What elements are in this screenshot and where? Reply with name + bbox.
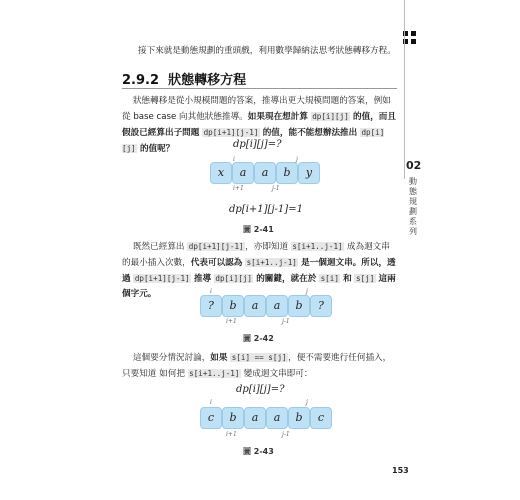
char-cell: ? [200, 295, 222, 317]
char-cell: a [266, 295, 288, 317]
p2-text-h: 和 [343, 274, 352, 284]
char-cell: b [222, 407, 244, 429]
fig1-i-marker: i [233, 156, 235, 163]
p3-text-b: 如果 [210, 353, 228, 363]
paragraph-case [122, 350, 398, 382]
char-cell: a [232, 162, 254, 184]
sidebar-rule [404, 0, 405, 179]
p1-text-e: 的值，能不能想辦法推出 [262, 128, 358, 138]
fig2-j-marker: j [306, 288, 308, 295]
p2-text-f: 推導 [193, 274, 212, 284]
p2-text-a: 既然已經算出 [132, 242, 185, 252]
fig2-j1-label: j-1 [282, 318, 290, 325]
heading-rule [122, 88, 397, 89]
fig2-caption: 圖 2-42 [243, 334, 274, 343]
code-dp-ij-2: dp[i][j] [122, 128, 385, 153]
fig1-bottom-formula: dp[i+1][j-1]=1 [229, 204, 303, 215]
fig3-j-marker: j [306, 399, 308, 406]
section-heading [122, 69, 246, 88]
char-cell: a [254, 162, 276, 184]
fig1-top-formula: dp[i][j]=? [233, 139, 282, 150]
p1-text-d: 的值，而且假設已經算出子問題 [122, 112, 396, 138]
p2-text-g: 的關鍵，就在於 [256, 274, 317, 284]
code-dp-ij: dp[i][j] [312, 112, 349, 121]
code-dp-ij-3: dp[i][j] [215, 274, 252, 283]
p3-text-d: 如何把 [159, 369, 185, 379]
code-s-j: s[j] [355, 274, 375, 283]
p1-text-f: 的值呢？ [139, 144, 175, 154]
code-dp-i1j1-b: dp[i+1][j-1] [188, 242, 244, 251]
p2-text-d: 代表可以認為 [190, 258, 243, 268]
fig3-j1-label: j-1 [282, 431, 290, 438]
p1-text-b: 如果現在想計算 [247, 112, 308, 122]
fig1-j1-label: j-1 [272, 185, 280, 192]
p2-text-c: 成為迴文串的最小插入次數， [122, 242, 390, 268]
char-cell: y [298, 162, 320, 184]
char-cell: a [244, 407, 266, 429]
char-cell: a [244, 295, 266, 317]
code-dp-i1j1: dp[i+1][j-1] [203, 128, 259, 137]
fig1-i1-label: i+1 [233, 185, 244, 192]
fig3-i-marker: i [210, 399, 212, 406]
char-cell: c [200, 407, 222, 429]
fig3-i1-label: i+1 [226, 431, 237, 438]
intro-paragraph: 接下來就是動態規劃的重頭戲，利用數學歸納法思考狀態轉移方程。 [138, 46, 396, 56]
fig1-caption: 圖 2-41 [243, 225, 274, 234]
code-s-sub: s[i+1..j-1] [292, 242, 343, 251]
code-s-sub-2: s[i+1..j-1] [246, 258, 297, 267]
code-s-sub-3: s[i+1..j-1] [189, 369, 240, 378]
p2-text-b: ，亦即知道 [245, 242, 289, 252]
p3-text-e: 變成迴文串即可： [243, 369, 313, 379]
section-title: 狀態轉移方程 [168, 73, 247, 88]
fig3-caption: 圖 2-43 [243, 447, 274, 456]
fig3-top-formula: dp[i][j]=? [236, 384, 285, 395]
fig2-i1-label: i+1 [226, 318, 237, 325]
paragraph-derivation [122, 239, 398, 302]
p2-text-e: 是一個迴文串。所以，透過 [122, 258, 396, 284]
chapter-number: 02 [406, 159, 422, 172]
code-dp-i1j1-c: dp[i+1][j-1] [134, 274, 190, 283]
p3-text-a: 這個要分情況討論， [132, 353, 211, 363]
p2-text-i: 這兩個字元。 [122, 274, 396, 299]
char-cell: ? [310, 295, 332, 317]
page-number: 153 [392, 466, 409, 475]
fig1-j-marker: j [296, 156, 298, 163]
char-cell: b [276, 162, 298, 184]
char-cell: b [288, 295, 310, 317]
code-si-eq-sj: s[i] == s[j] [231, 353, 287, 362]
code-s-i: s[i] [320, 274, 339, 283]
char-cell: x [210, 162, 232, 184]
char-cell: a [266, 407, 288, 429]
chapter-title: 動態規劃系列 [409, 177, 417, 236]
section-number: 2.9.2 [122, 73, 160, 88]
char-cell: b [222, 295, 244, 317]
p3-text-c: ，便不需要進行任何插入，只要知道 [122, 353, 392, 379]
char-cell: b [288, 407, 310, 429]
fig2-i-marker: i [210, 288, 212, 295]
char-cell: c [310, 407, 332, 429]
p1-text-a: 狀態轉移是從小規模問題的答案，推導出更大規模問題的答案，例如從 base case 向其他狀態推導。 [122, 96, 391, 122]
